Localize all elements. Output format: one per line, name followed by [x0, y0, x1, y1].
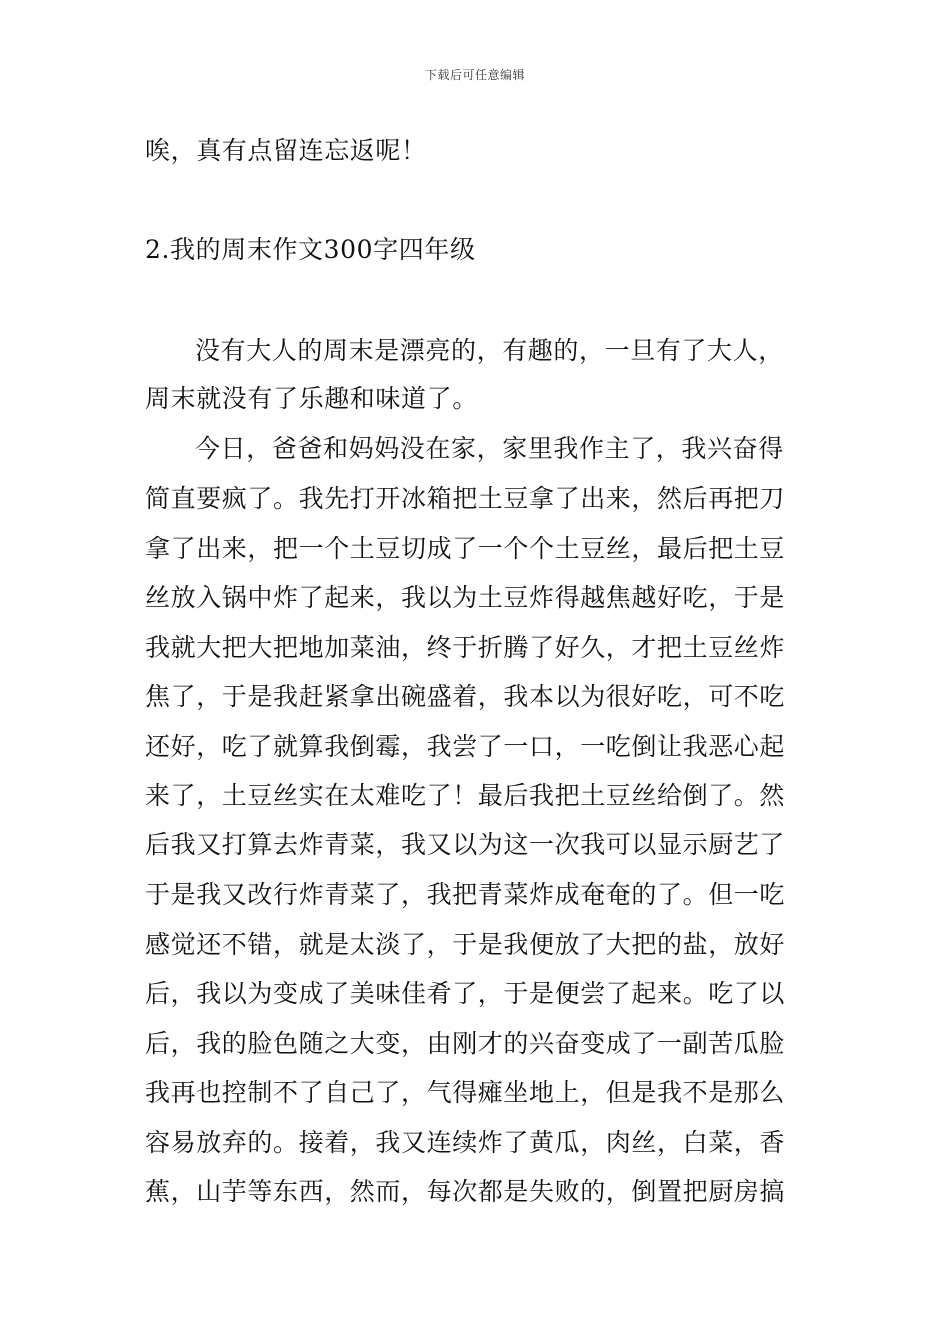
- paragraph-line: 后我又打算去炸青菜，我又以为这一次我可以显示厨艺了: [145, 830, 786, 859]
- paragraph-line: 我就大把大把地加菜油，终于折腾了好久，才把土豆丝炸: [145, 633, 786, 662]
- paragraph-line: 后，我的脸色随之大变，由刚才的兴奋变成了一副苦瓜脸: [145, 1029, 786, 1058]
- paragraph-line: 容易放弃的。接着，我又连续炸了黄瓜，肉丝，白菜，香: [145, 1128, 786, 1157]
- continuation-line: 唉，真有点留连忘返呢！: [145, 136, 427, 165]
- section-title: 2.我的周末作文300字四年级: [145, 235, 476, 264]
- paragraph-line: 后，我以为变成了美味佳肴了，于是便尝了起来。吃了以: [145, 979, 786, 1008]
- paragraph-line: 今日，爸爸和妈妈没在家，家里我作主了，我兴奋得: [195, 434, 784, 463]
- paragraph-line: 于是我又改行炸青菜了，我把青菜炸成奄奄的了。但一吃: [145, 880, 786, 909]
- paragraph-line: 拿了出来，把一个土豆切成了一个个土豆丝，最后把土豆: [145, 534, 786, 563]
- paragraph-line: 感觉还不错，就是太淡了，于是我便放了大把的盐，放好: [145, 930, 786, 959]
- paragraph-line: 周末就没有了乐趣和味道了。: [145, 384, 478, 413]
- paragraph-line: 蕉，山芋等东西，然而，每次都是失败的，倒置把厨房搞: [145, 1177, 786, 1206]
- page-header: 下载后可任意编辑: [424, 68, 525, 82]
- paragraph-line: 我再也控制不了自己了，气得瘫坐地上，但是我不是那么: [145, 1078, 786, 1107]
- paragraph-line: 丝放入锅中炸了起来，我以为土豆炸得越焦越好吃，于是: [145, 583, 786, 612]
- paragraph-line: 还好，吃了就算我倒霉，我尝了一口，一吃倒让我恶心起: [145, 732, 786, 761]
- paragraph-line: 没有大人的周末是漂亮的，有趣的，一旦有了大人，: [195, 336, 784, 365]
- paragraph-line: 焦了，于是我赶紧拿出碗盛着，我本以为很好吃，可不吃: [145, 682, 786, 711]
- paragraph-line: 来了，土豆丝实在太难吃了！最后我把土豆丝给倒了。然: [145, 781, 786, 810]
- paragraph-line: 简直要疯了。我先打开冰箱把土豆拿了出来，然后再把刀: [145, 484, 786, 513]
